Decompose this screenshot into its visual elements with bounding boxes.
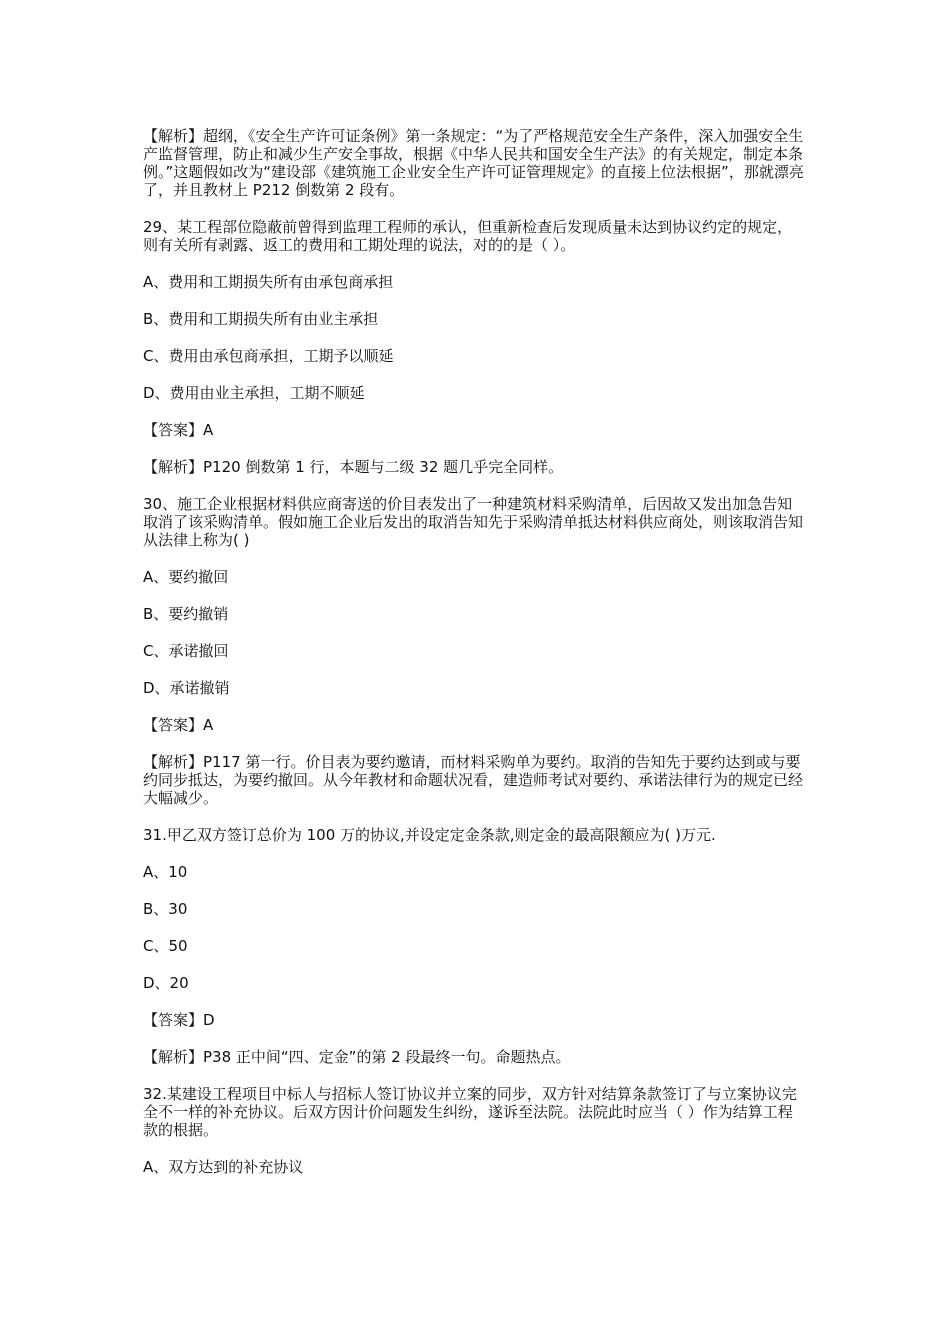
option-c: C、承诺撤回 <box>143 642 229 660</box>
option-b: B、费用和工期损失所有由业主承担 <box>143 310 379 328</box>
analysis-paragraph: 【解析】P120 倒数第 1 行，本题与二级 32 题几乎完全同样。 <box>143 458 564 476</box>
answer: 【答案】A <box>143 421 214 439</box>
answer: 【答案】A <box>143 716 214 734</box>
option-a: A、双方达到的补充协议 <box>143 1158 304 1176</box>
analysis-paragraph: 【解析】超纲，《安全生产许可证条例》第一条规定：“为了严格规范安全生产条件，深入加强安全生产监督管理，防止和减少生产安全事故，根据《中华人民共和国安全生产法》的有关规定，制定本条例。”这题假如改为“建设部《建筑施工企业安全生产许可证管理规定》的直接上位法根据”，那就漂亮了，并且教材上 P212 倒数第 2 段有。 <box>143 127 804 199</box>
option-d: D、承诺撤销 <box>143 679 230 697</box>
option-c: C、费用由承包商承担，工期予以顺延 <box>143 347 394 365</box>
question-32: 32.某建设工程项目中标人与招标人签订协议并立案的同步，双方针对结算条款签订了与立案协议完全不一样的补充协议。后双方因计价问题发生纠纷，遂诉至法院。法院此时应当（ ）作为结算工程款的根据。 <box>143 1085 797 1139</box>
answer: 【答案】D <box>143 1011 215 1029</box>
analysis-paragraph: 【解析】P117 第一行。价目表为要约邀请，而材料采购单为要约。取消的告知先于要约达到或与要约同步抵达，为要约撤回。从今年教材和命题状况看，建造师考试对要约、承诺法律行为的规定已经大幅减少。 <box>143 753 804 807</box>
option-b: B、要约撤销 <box>143 605 229 623</box>
question-29: 29、某工程部位隐蔽前曾得到监理工程师的承认，但重新检查后发现质量未达到协议约定的规定，则有关所有剥露、返工的费用和工期处理的说法，对的的是（ ）。 <box>143 218 793 254</box>
option-a: A、10 <box>143 863 188 881</box>
question-30: 30、施工企业根据材料供应商寄送的价目表发出了一种建筑材料采购清单，后因故又发出加急告知取消了该采购清单。假如施工企业后发出的取消告知先于采购清单抵达材料供应商处，则该取消告知从法律上称为( ) <box>143 495 804 549</box>
option-a: A、费用和工期损失所有由承包商承担 <box>143 273 394 291</box>
option-a: A、要约撤回 <box>143 568 229 586</box>
document-page <box>143 127 807 1195</box>
option-b: B、30 <box>143 900 188 918</box>
option-c: C、50 <box>143 937 188 955</box>
option-d: D、20 <box>143 974 189 992</box>
question-31: 31.甲乙双方签订总价为 100 万的协议,并设定定金条款,则定金的最高限额应为( )万元. <box>143 826 716 844</box>
option-d: D、费用由业主承担，工期不顺延 <box>143 384 365 402</box>
analysis-paragraph: 【解析】P38 正中间“四、定金”的第 2 段最终一句。命题热点。 <box>143 1048 571 1066</box>
